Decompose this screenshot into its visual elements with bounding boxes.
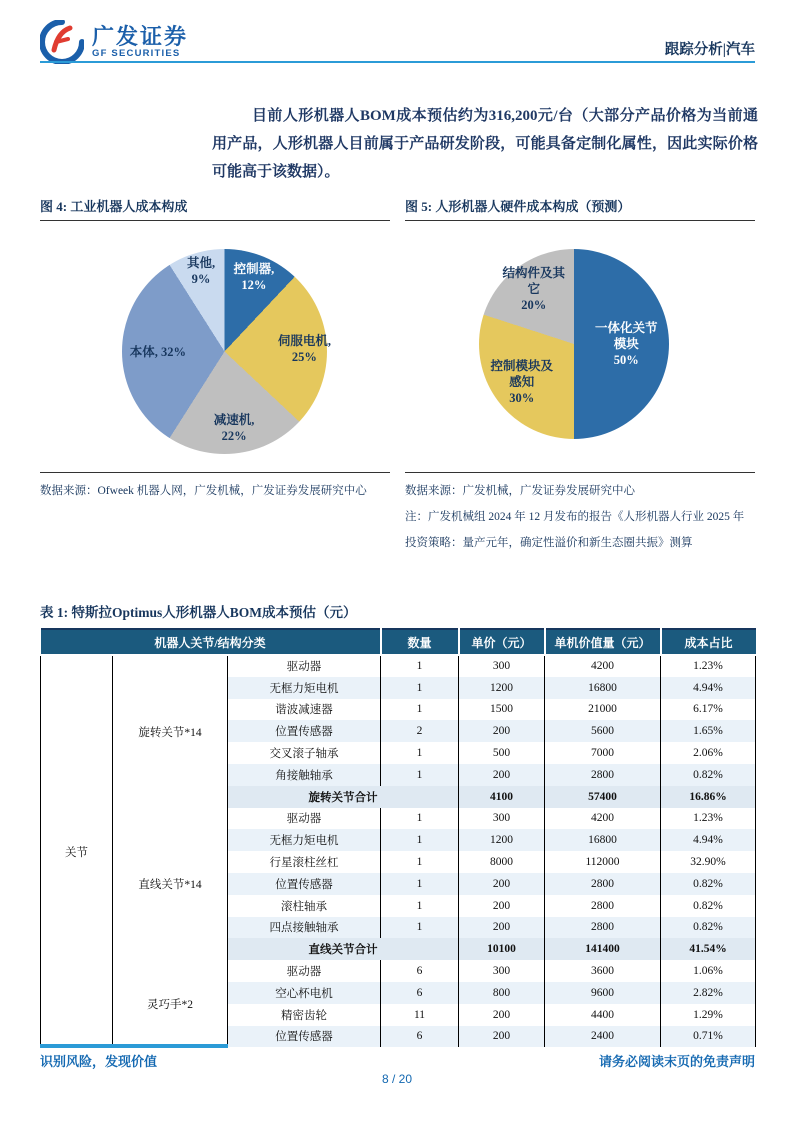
- subtotal-unit-value-cell: 57400: [545, 786, 661, 808]
- item-name-cell: 空心杯电机: [228, 982, 381, 1004]
- subtotal-unit-value-cell: 141400: [545, 938, 661, 960]
- unit-value-cell: 4200: [545, 808, 661, 830]
- cost-share-cell: 1.23%: [661, 808, 756, 830]
- pie-slice-label: 本体, 32%: [129, 344, 187, 359]
- figure-4: [40, 196, 390, 556]
- unit-value-cell: 2800: [545, 895, 661, 917]
- figure-5-chart-area: [405, 221, 755, 473]
- qty-cell: 1: [381, 917, 459, 939]
- qty-cell: 6: [381, 960, 459, 982]
- industrial-robot-pie: [122, 249, 331, 454]
- pie-slice-label: 减速机, 22%: [213, 412, 255, 443]
- unit-price-cell: 1500: [459, 699, 545, 721]
- cost-share-cell: 0.82%: [661, 873, 756, 895]
- cost-share-cell: 2.06%: [661, 742, 756, 764]
- footer-disclaimer-text: 请务必阅读末页的免责声明: [598, 1054, 755, 1069]
- cost-share-cell: 1.23%: [661, 655, 756, 677]
- qty-cell: 1: [381, 764, 459, 786]
- item-name-cell: 无框力矩电机: [228, 677, 381, 699]
- pie-slice-label: 一体化关节 模块 50%: [594, 321, 658, 367]
- unit-price-cell: 300: [459, 655, 545, 677]
- subgroup-cell: 旋转关节*14: [113, 655, 228, 808]
- pie-slice-label: 控制器, 12%: [233, 262, 275, 293]
- unit-price-cell: 200: [459, 1026, 545, 1048]
- pie-slice-label: 其他, 9%: [186, 255, 216, 286]
- cost-share-cell: 0.71%: [661, 1026, 756, 1048]
- unit-value-cell: 2400: [545, 1026, 661, 1048]
- unit-price-cell: 300: [459, 808, 545, 830]
- gf-logo-text: [92, 25, 188, 59]
- cost-share-cell: 1.29%: [661, 1004, 756, 1026]
- brand-name-cn: 广发证券: [92, 24, 189, 49]
- subtotal-cost-share-cell: 41.54%: [661, 938, 756, 960]
- cost-share-cell: 1.65%: [661, 720, 756, 742]
- qty-cell: 1: [381, 873, 459, 895]
- subtotal-cost-share-cell: 16.86%: [661, 786, 756, 808]
- item-name-cell: 谐波减速器: [228, 699, 381, 721]
- qty-cell: 1: [381, 655, 459, 677]
- item-name-cell: 行星滚柱丝杠: [228, 851, 381, 873]
- qty-cell: 1: [381, 851, 459, 873]
- table-1-title: 表 1: 特斯拉Optimus人形机器人BOM成本预估（元）: [40, 605, 357, 620]
- gf-logo: [40, 20, 188, 64]
- col-header-unit-value: 单机价值量（元）: [545, 629, 661, 655]
- figure-5: [405, 196, 755, 556]
- pie-slice-label: 结构件及其 它 20%: [502, 265, 566, 312]
- unit-price-cell: 200: [459, 1004, 545, 1026]
- item-name-cell: 驱动器: [228, 655, 381, 677]
- item-name-cell: 位置传感器: [228, 1026, 381, 1048]
- item-name-cell: 交叉滚子轴承: [228, 742, 381, 764]
- cost-share-cell: 0.82%: [661, 764, 756, 786]
- unit-value-cell: 5600: [545, 720, 661, 742]
- group-cell: 关节: [41, 655, 113, 1047]
- intro-paragraph: 目前人形机器人BOM成本预估约为316,200元/台（大部分产品价格为当前通用产品，人形机器人目前属于产品研发阶段，可能具备定制化属性，因此实际价格可能高于该数据）。: [212, 108, 758, 180]
- qty-cell: 1: [381, 677, 459, 699]
- cost-share-cell: 0.82%: [661, 917, 756, 939]
- brand-name-en: GF SECURITIES: [92, 48, 181, 59]
- unit-value-cell: 112000: [545, 851, 661, 873]
- unit-value-cell: 7000: [545, 742, 661, 764]
- subtotal-unit-price-cell: 4100: [459, 786, 545, 808]
- unit-value-cell: 21000: [545, 699, 661, 721]
- qty-cell: 11: [381, 1004, 459, 1026]
- subtotal-label-cell: 直线关节合计: [228, 938, 459, 960]
- bom-cost-table: [40, 628, 756, 1047]
- figure-4-chart-area: [40, 221, 390, 473]
- figure-5-caption: 图 5: 人形机器人硬件成本构成（预测）: [405, 196, 755, 221]
- col-header-cost-share: 成本占比: [661, 629, 756, 655]
- bom-table-header: [41, 629, 756, 655]
- item-name-cell: 驱动器: [228, 960, 381, 982]
- cost-share-cell: 1.06%: [661, 960, 756, 982]
- unit-price-cell: 200: [459, 873, 545, 895]
- figure-5-source: 数据来源：广发机械，广发证券发展研究中心: [405, 485, 635, 497]
- cost-share-cell: 6.17%: [661, 699, 756, 721]
- qty-cell: 1: [381, 808, 459, 830]
- figure-4-source: 数据来源：Ofweek 机器人网，广发机械，广发证券发展研究中心: [40, 485, 367, 497]
- col-header-unit-price: 单价（元）: [459, 629, 545, 655]
- unit-price-cell: 200: [459, 917, 545, 939]
- item-name-cell: 角接触轴承: [228, 764, 381, 786]
- qty-cell: 6: [381, 982, 459, 1004]
- qty-cell: 1: [381, 699, 459, 721]
- unit-value-cell: 9600: [545, 982, 661, 1004]
- unit-price-cell: 200: [459, 720, 545, 742]
- report-category: 跟踪分析|汽车: [664, 42, 755, 58]
- cost-share-cell: 4.94%: [661, 829, 756, 851]
- qty-cell: 1: [381, 742, 459, 764]
- unit-value-cell: 2800: [545, 764, 661, 786]
- unit-value-cell: 4400: [545, 1004, 661, 1026]
- cost-share-cell: 0.82%: [661, 895, 756, 917]
- item-name-cell: 四点接触轴承: [228, 917, 381, 939]
- cost-share-cell: 32.90%: [661, 851, 756, 873]
- humanoid-hardware-pie: [479, 249, 669, 439]
- unit-price-cell: 200: [459, 895, 545, 917]
- item-name-cell: 驱动器: [228, 808, 381, 830]
- subgroup-cell: 灵巧手*2: [113, 960, 228, 1047]
- item-name-cell: 位置传感器: [228, 873, 381, 895]
- subtotal-label-cell: 旋转关节合计: [228, 786, 459, 808]
- figure-5-note: 注：广发机械组 2024 年 12 月发布的报告《人形机器人行业 2025 年投资策略：量产元年，确定性溢价和新生态圈共振》测算: [405, 511, 745, 549]
- item-name-cell: 滚柱轴承: [228, 895, 381, 917]
- unit-price-cell: 500: [459, 742, 545, 764]
- unit-price-cell: 300: [459, 960, 545, 982]
- figure-4-caption: 图 4: 工业机器人成本构成: [40, 196, 390, 221]
- table-row: [41, 960, 756, 982]
- unit-price-cell: 1200: [459, 829, 545, 851]
- unit-value-cell: 16800: [545, 677, 661, 699]
- subtotal-unit-price-cell: 10100: [459, 938, 545, 960]
- unit-value-cell: 2800: [545, 917, 661, 939]
- unit-price-cell: 8000: [459, 851, 545, 873]
- qty-cell: 6: [381, 1026, 459, 1048]
- qty-cell: 1: [381, 829, 459, 851]
- table-page-cut-line: [40, 1044, 228, 1048]
- unit-price-cell: 200: [459, 764, 545, 786]
- qty-cell: 1: [381, 895, 459, 917]
- item-name-cell: 无框力矩电机: [228, 829, 381, 851]
- item-name-cell: 位置传感器: [228, 720, 381, 742]
- table-row: [41, 655, 756, 677]
- col-header-classification: 机器人关节/结构分类: [41, 629, 381, 655]
- item-name-cell: 精密齿轮: [228, 1004, 381, 1026]
- col-header-qty: 数量: [381, 629, 459, 655]
- unit-value-cell: 2800: [545, 873, 661, 895]
- pie-slice-label: 伺服电机, 25%: [277, 333, 331, 364]
- subgroup-cell: 直线关节*14: [113, 808, 228, 961]
- unit-value-cell: 4200: [545, 655, 661, 677]
- header-divider: [40, 61, 755, 63]
- table-row: [41, 808, 756, 830]
- footer-risk-text: 识别风险，发现价值: [40, 1054, 158, 1069]
- unit-price-cell: 1200: [459, 677, 545, 699]
- qty-cell: 2: [381, 720, 459, 742]
- page-number: 8 / 20: [381, 1072, 413, 1086]
- cost-share-cell: 4.94%: [661, 677, 756, 699]
- gf-logo-mark: [40, 20, 84, 64]
- bom-table-body: [41, 655, 756, 1047]
- unit-value-cell: 3600: [545, 960, 661, 982]
- unit-value-cell: 16800: [545, 829, 661, 851]
- unit-price-cell: 800: [459, 982, 545, 1004]
- cost-share-cell: 2.82%: [661, 982, 756, 1004]
- figures-row: [40, 196, 755, 556]
- pie-slice-label: 控制模块及 感知 30%: [490, 358, 553, 405]
